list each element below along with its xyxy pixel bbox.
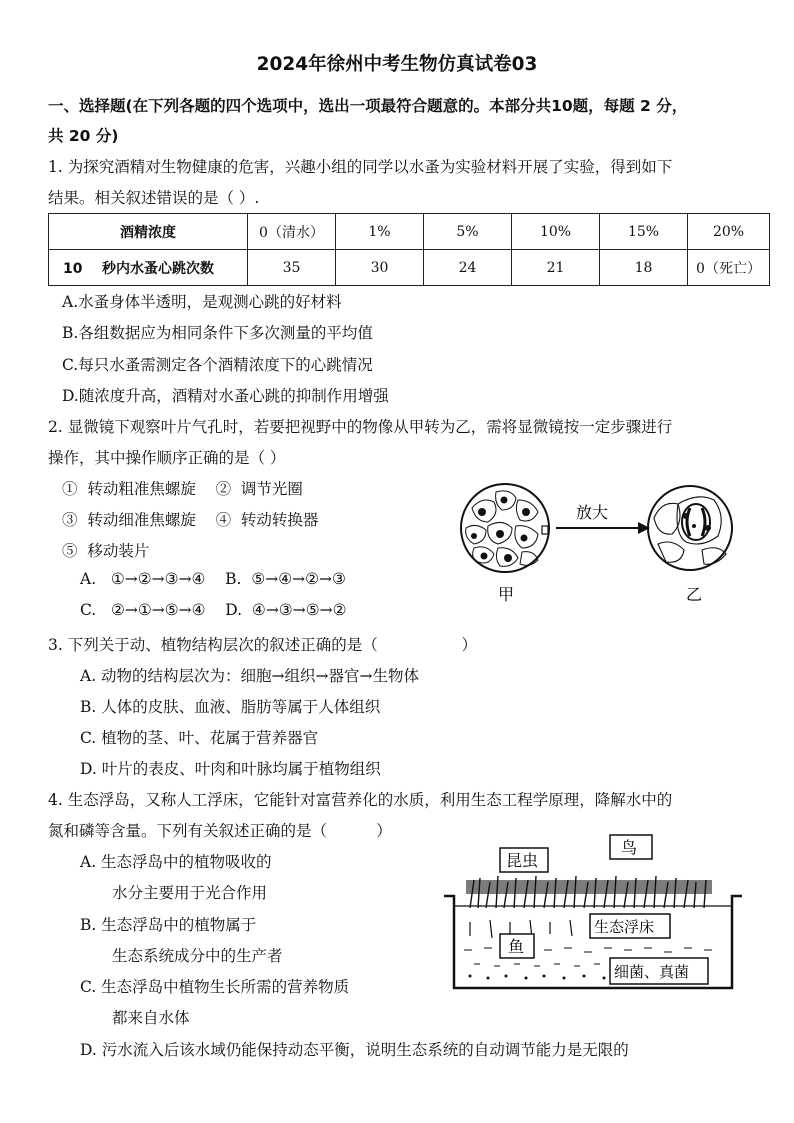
table-row xyxy=(49,250,770,286)
q2-steps-line1: ① 转动粗准焦螺旋 ② 调节光圈 xyxy=(62,480,303,498)
table-cell: 30 xyxy=(336,250,424,286)
table-cell: 24 xyxy=(424,250,512,286)
q1-stem-line1: 1. 为探究酒精对生物健康的危害，兴趣小组的同学以水蚤为实验材料开展了实验，得到如下 xyxy=(48,158,673,176)
q4-option-a-line1: A. 生态浮岛中的植物吸收的 xyxy=(80,853,272,871)
section-heading-line1: 一、选择题(在下列各题的四个选项中，选出一项最符合题意的。本部分共10题，每题 2 分， xyxy=(48,97,688,115)
section-heading-line2: 共 20 分) xyxy=(48,127,119,145)
table-cell: 0（清水） xyxy=(248,214,336,250)
q2-options-cd: C. ②→①→⑤→④ D. ④→③→⑤→② xyxy=(80,601,347,619)
table-cell: 0（死亡） xyxy=(688,250,770,286)
label-insect: 昆虫 xyxy=(506,851,539,870)
label-floating-raft: 生态浮床 xyxy=(594,918,655,936)
q2-options-ab: A. ①→②→③→④ B. ⑤→④→②→③ xyxy=(80,570,346,588)
q4-option-a-line2: 水分主要用于光合作用 xyxy=(112,884,268,902)
label-fish: 鱼 xyxy=(508,937,525,956)
q4-floating-island-figure xyxy=(440,830,745,1000)
table-cell: 10% xyxy=(512,214,600,250)
q3-option-c: C. 植物的茎、叶、花属于营养器官 xyxy=(80,729,319,747)
table-cell: 18 xyxy=(600,250,688,286)
q2-steps-line2: ③ 转动细准焦螺旋 ④ 转动转换器 xyxy=(62,511,319,529)
page-title: 2024年徐州中考生物仿真试卷03 xyxy=(256,54,538,75)
table-cell: 10 秒内水蚤心跳次数 xyxy=(49,250,248,286)
q1-option-d: D.随浓度升高，酒精对水蚤心跳的抑制作用增强 xyxy=(62,387,389,405)
q3-option-b: B. 人体的皮肤、血液、脂肪等属于人体组织 xyxy=(80,698,381,716)
label-jia: 甲 xyxy=(498,585,515,604)
q2-microscope-figure xyxy=(458,478,758,608)
q2-stem-line1: 2. 显微镜下观察叶片气孔时，若要把视野中的物像从甲转为乙，需将显微镜按一定步骤进行 xyxy=(48,418,673,436)
q1-option-a: A.水蚤身体半透明，是观测心跳的好材料 xyxy=(62,293,342,311)
q3-option-a: A. 动物的结构层次为：细胞→组织→器官→生物体 xyxy=(80,667,420,685)
label-yi: 乙 xyxy=(686,585,703,604)
q3-option-d: D. 叶片的表皮、叶肉和叶脉均属于植物组织 xyxy=(80,760,381,778)
table-cell: 5% xyxy=(424,214,512,250)
q4-option-d: D. 污水流入后该水域仍能保持动态平衡，说明生态系统的自动调节能力是无限的 xyxy=(80,1041,629,1059)
q4-stem-line2: 氮和磷等含量。下列有关叙述正确的是（ ） xyxy=(48,822,392,840)
q1-data-table xyxy=(48,213,770,286)
arrow-label: 放大 xyxy=(576,503,609,522)
table-cell: 酒精浓度 xyxy=(49,214,248,250)
table-cell: 15% xyxy=(600,214,688,250)
label-bird: 鸟 xyxy=(621,838,638,857)
q2-steps-line3: ⑤ 移动装片 xyxy=(62,542,150,560)
q1-stem-line2: 结果。相关叙述错误的是（ ）. xyxy=(48,189,260,207)
q2-stem-line2: 操作，其中操作顺序正确的是（ ） xyxy=(48,449,286,467)
q1-option-b: B.各组数据应为相同条件下多次测量的平均值 xyxy=(62,324,373,342)
q4-stem-line1: 4. 生态浮岛，又称人工浮床，它能针对富营养化的水质，利用生态工程学原理，降解水中的 xyxy=(48,791,673,809)
table-cell: 35 xyxy=(248,250,336,286)
label-microbes: 细菌、真菌 xyxy=(614,963,690,981)
table-header-row xyxy=(49,214,770,250)
table-cell: 21 xyxy=(512,250,600,286)
q1-option-c: C.每只水蚤需测定各个酒精浓度下的心跳情况 xyxy=(62,356,373,374)
q4-option-c-line2: 都来自水体 xyxy=(112,1009,190,1027)
field-of-view-jia xyxy=(461,484,549,572)
q4-option-c-line1: C. 生态浮岛中植物生长所需的营养物质 xyxy=(80,978,350,996)
q3-stem: 3. 下列关于动、植物结构层次的叙述正确的是（ ） xyxy=(48,636,477,654)
q4-option-b-line1: B. 生态浮岛中的植物属于 xyxy=(80,916,257,934)
table-cell: 1% xyxy=(336,214,424,250)
field-of-view-yi xyxy=(648,486,732,570)
table-cell: 20% xyxy=(688,214,770,250)
q4-option-b-line2: 生态系统成分中的生产者 xyxy=(112,947,283,965)
